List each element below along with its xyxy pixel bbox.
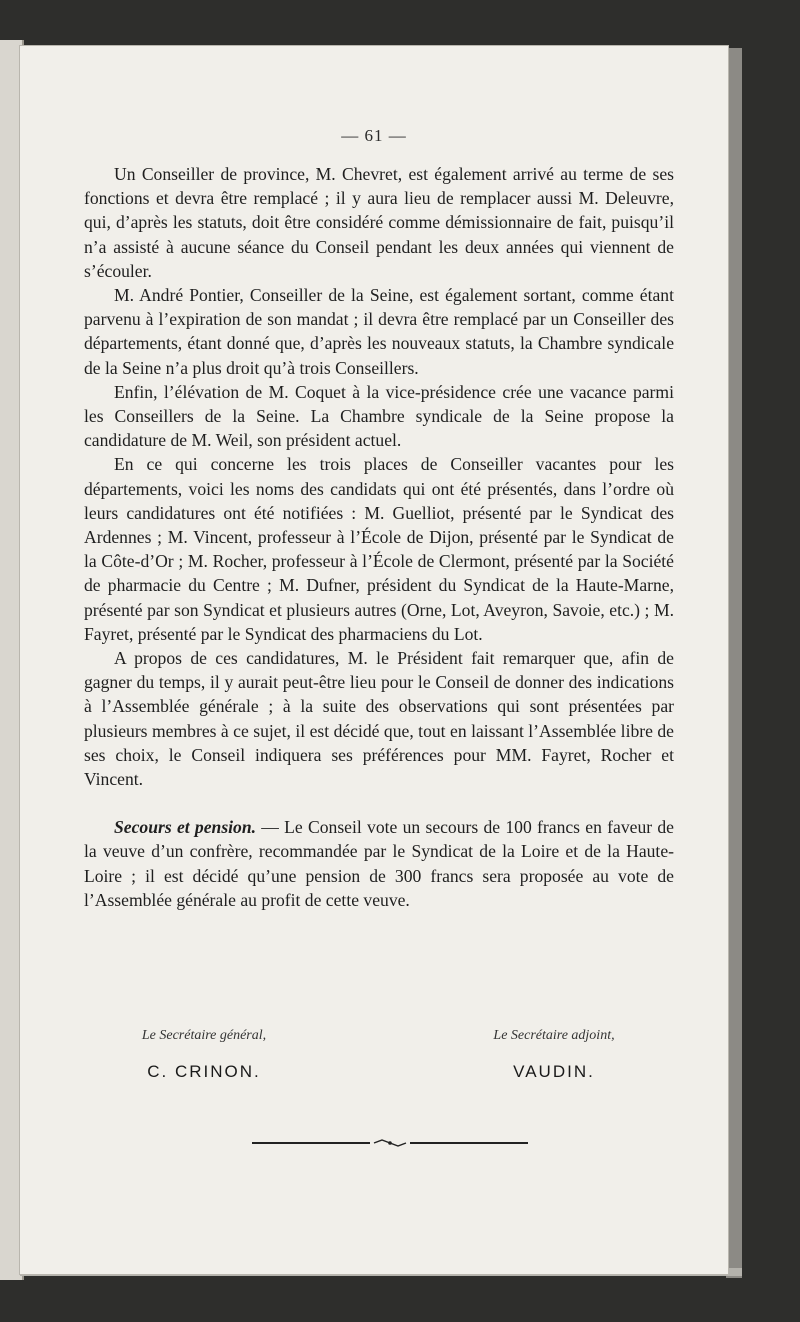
secours-text: — Le Conseil vote un secours de 100 francs en faveur de la veuve d’un confrère, recommandée par le Syndicat de la Loire et de la Haute-Loire ; il est décidé qu’une pension de 300 francs sera proposée au vote de l’Assemblée générale au profit de cette veuve. [84, 817, 674, 910]
signature-role-right: Le Secrétaire adjoint, [493, 1028, 615, 1043]
ornament-divider [252, 1138, 528, 1148]
signature-name-right: VAUDIN. [513, 1062, 595, 1081]
paragraph-president-remarks: A propos de ces candidatures, M. le Président fait remarquer que, afin de gagner du temps, il y aurait peut-être lieu pour le Conseil de donner des indications à l’Assemblée générale ; à la suite des observations qui sont présentées par plusieurs membres à ce sujet, il est décidé que, tout en laissant l’Assemblée libre de ses choix, le Conseil indiquera ses préférences pour MM. Fayret, Rocher et Vincent. [84, 648, 674, 790]
signature-role-left: Le Secrétaire général, [141, 1028, 267, 1043]
paragraph-coquet: Enfin, l’élévation de M. Coquet à la vice-présidence crée une vacance parmi les Conseillers de la Seine. La Chambre syndicale de la Seine propose la candidature de M. Weil, son président actuel. [84, 381, 674, 451]
page-shadow [726, 48, 742, 1278]
signature-secretary-general [84, 1028, 324, 1082]
signature-name-left: C. CRINON. [147, 1062, 261, 1081]
page-number: — 61 — [341, 126, 407, 145]
signature-assistant-secretary [434, 1028, 674, 1082]
document-page [20, 46, 728, 1274]
paragraph-secours [84, 815, 674, 912]
paragraph-pontier: M. André Pontier, Conseiller de la Seine, est également sortant, comme étant parvenu à l’expiration de son mandat ; il devra être remplacé par un Conseiller des départements, étant donné que, d’après les nouveaux statuts, la Chambre syndicale de la Seine n’a plus droit qu’à trois Conseillers. [84, 285, 674, 378]
paragraph-candidates: En ce qui concerne les trois places de Conseiller vacantes pour les départements, voici les noms des candidats qui ont été présentés, dans l’ordre où leurs candidatures ont été notifiées : M. Guelliot, présenté par le Syndicat des Ardennes ; M. Vincent, professeur à l’École de Dijon, présenté par le Syndicat de la Côte-d’Or ; M. Rocher, professeur à l’École de Clermont, présenté par la Société de pharmacie du Centre ; M. Dufner, président du Syndicat de la Haute-Marne, présenté par son Syndicat et plusieurs autres (Orne, Lot, Aveyron, Savoie, etc.) ; M. Fayret, présenté par le Syndicat des pharmaciens du Lot. [84, 454, 674, 644]
body-text [84, 162, 674, 912]
secours-heading: Secours et pension. [114, 817, 257, 838]
paragraph-chevret: Un Conseiller de province, M. Chevret, est également arrivé au terme de ses fonctions et devra être remplacé ; il y aura lieu de remplacer aussi M. Deleuvre, qui, d’après les statuts, doit être considéré comme démissionnaire de fait, puisqu’il n’a assisté à aucune séance du Conseil pendant les deux années qui viennent de s’écouler. [84, 164, 674, 281]
